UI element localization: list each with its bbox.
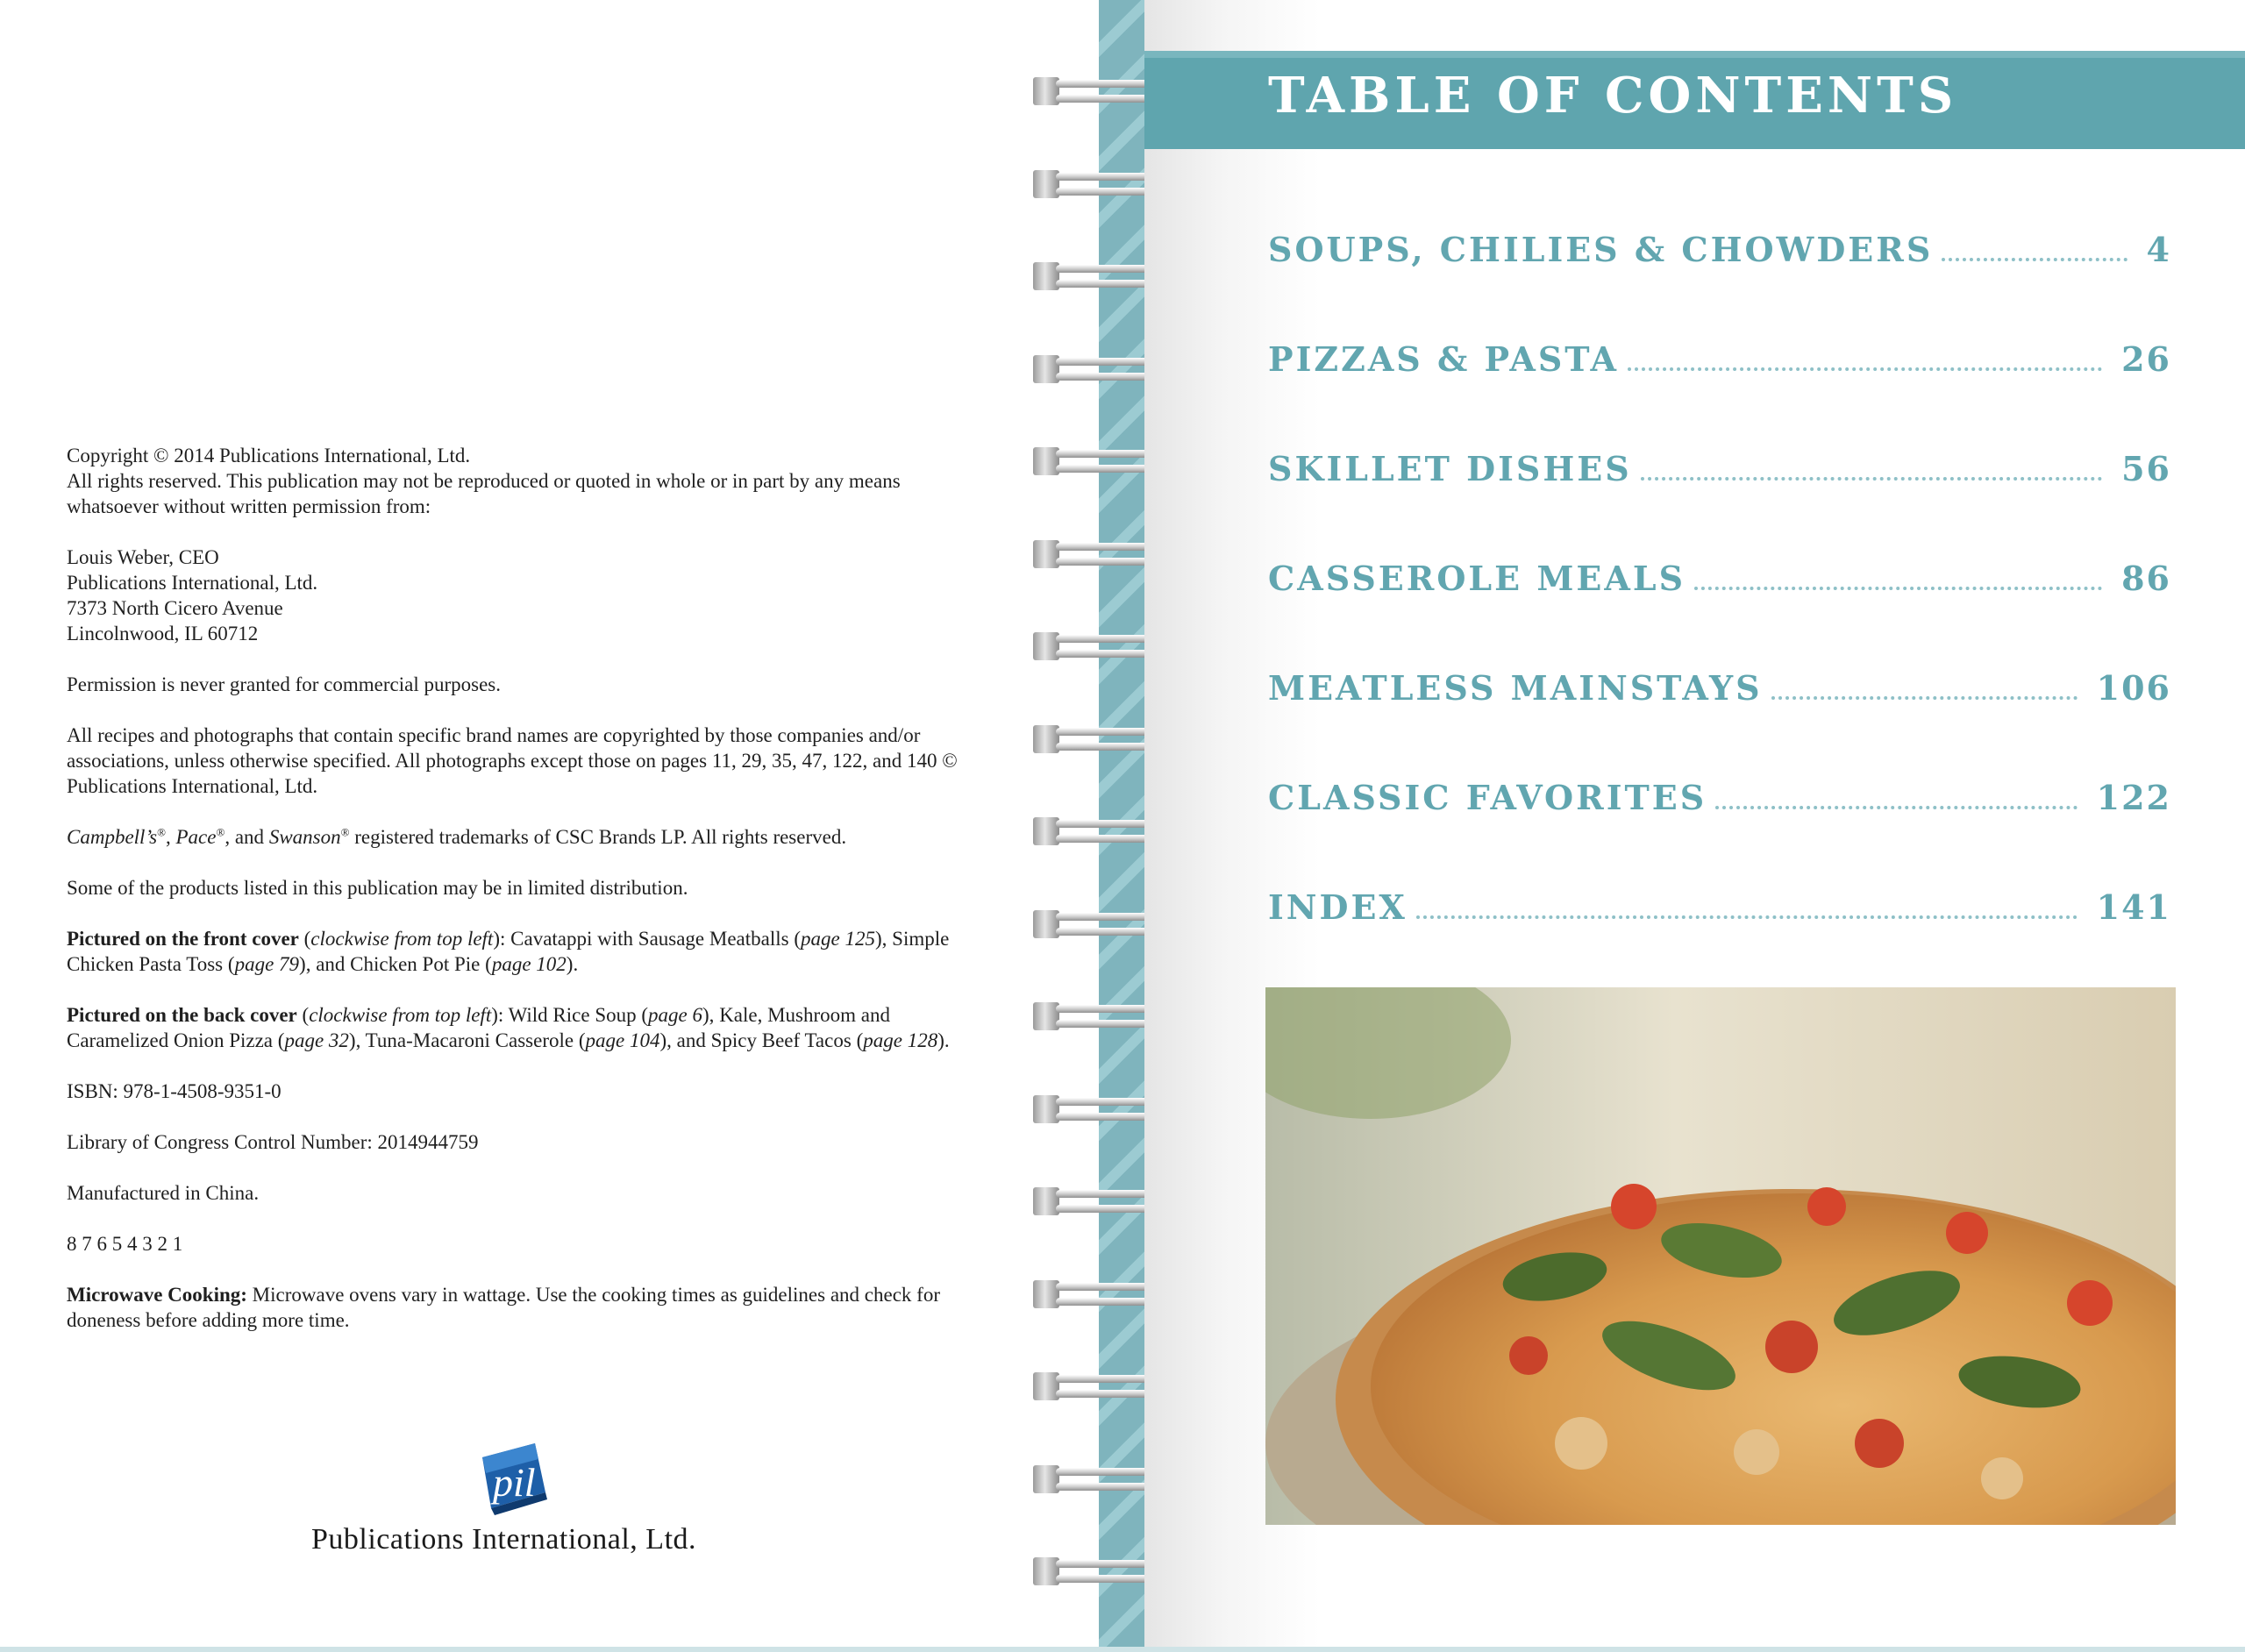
rights-line: All rights reserved. This publication may not be reproduced or quoted in whole or in part by any means whatsoever without written permission from:: [67, 470, 901, 517]
brand-pace: Pace: [175, 826, 217, 848]
back-cover-label: Pictured on the back cover: [67, 1004, 297, 1026]
recipes-notice: All recipes and photographs that contain specific brand names are copyrighted by those companies and/or associations, unless otherwise specified. All photographs except those on pages 11, 29, 35, 47, 122, and 140 © Publications International, Ltd.: [67, 724, 958, 797]
ring-post: [1033, 725, 1059, 753]
toc-item-index[interactable]: [1268, 887, 2171, 940]
address-line: Louis Weber, CEO: [67, 546, 219, 568]
copyright-block: [67, 443, 987, 1358]
toc-leader-dots: [1771, 696, 2078, 700]
ring-post: [1033, 170, 1059, 198]
toc-item-label: PIZZAS & PASTA: [1268, 339, 1619, 379]
publisher-logo: [474, 1438, 552, 1517]
toc-item-label: CASSEROLE MEALS: [1268, 559, 1686, 598]
toc-item-page: 141: [2096, 887, 2171, 927]
toc-item-label: SOUPS, CHILIES & CHOWDERS: [1268, 230, 1934, 269]
brand-campbells: Campbell’s: [67, 826, 158, 848]
isbn: ISBN: 978-1-4508-9351-0: [67, 1080, 282, 1102]
toc-leader-dots: [1628, 367, 2102, 371]
publisher-name: Publications International, Ltd.: [311, 1523, 697, 1556]
toc-leader-dots: [1942, 258, 2127, 261]
toc-item-label: CLASSIC FAVORITES: [1268, 778, 1707, 817]
toc-item-label: SKILLET DISHES: [1268, 449, 1632, 488]
ring-post: [1033, 1280, 1059, 1308]
toc-item-skillet[interactable]: [1268, 449, 2171, 502]
registered-mark: ®: [340, 825, 350, 839]
registered-mark: ®: [157, 825, 166, 839]
ring-post: [1033, 540, 1059, 568]
page-bottom-rule: [0, 1647, 2245, 1652]
ring-post: [1033, 355, 1059, 383]
toc-leader-dots: [1715, 806, 2078, 809]
toc-item-page: 4: [2146, 230, 2171, 269]
toc-item-page: 56: [2121, 449, 2171, 488]
toc-leader-dots: [1416, 915, 2078, 919]
address-line: Lincolnwood, IL 60712: [67, 623, 259, 644]
toc-item-label: INDEX: [1268, 887, 1408, 927]
toc-leader-dots: [1694, 587, 2102, 590]
toc-item-soups[interactable]: [1268, 230, 2171, 282]
ring-post: [1033, 910, 1059, 938]
back-cover-notice: Pictured on the back cover (clockwise from top left): Wild Rice Soup (page 6), Kale, Mushroom and Caramelized Onion Pizza (page 32), Tuna-Macaroni Casserole (page 104), and Spicy Beef Tacos (page 128).: [67, 1004, 950, 1051]
microwave-notice: Microwave Cooking: Microwave ovens vary in wattage. Use the cooking times as guidelines and check for doneness before adding more time.: [67, 1284, 940, 1331]
registered-mark: ®: [216, 825, 225, 839]
ring-post: [1033, 1095, 1059, 1123]
toc-item-page: 26: [2121, 339, 2171, 379]
library-of-congress-number: Library of Congress Control Number: 2014944759: [67, 1131, 479, 1153]
manufactured-notice: Manufactured in China.: [67, 1182, 260, 1204]
toc-leader-dots: [1641, 477, 2102, 481]
toc-item-classic[interactable]: [1268, 778, 2171, 830]
permission-notice: Permission is never granted for commercial purposes.: [67, 673, 502, 695]
ring-post: [1033, 1465, 1059, 1493]
microwave-label: Microwave Cooking:: [67, 1284, 247, 1306]
front-cover-label: Pictured on the front cover: [67, 928, 299, 950]
toc-item-pizzas[interactable]: [1268, 339, 2171, 392]
address-block: [67, 545, 987, 646]
trademarks-notice: Campbell’s®, Pace®, and Swanson® registered trademarks of CSC Brands LP. All rights reserved.: [67, 825, 847, 848]
address-line: Publications International, Ltd.: [67, 572, 318, 594]
logo-text: pil: [493, 1460, 536, 1505]
toc-item-page: 86: [2121, 559, 2171, 598]
toc-item-casserole[interactable]: [1268, 559, 2171, 611]
brand-swanson: Swanson: [268, 826, 341, 848]
distribution-notice: Some of the products listed in this publication may be in limited distribution.: [67, 877, 688, 899]
toc-item-page: 122: [2096, 778, 2171, 817]
toc-item-page: 106: [2096, 668, 2171, 708]
copyright-line: Copyright © 2014 Publications International, Ltd.: [67, 445, 471, 466]
print-line: 8 7 6 5 4 3 2 1: [67, 1233, 183, 1255]
front-cover-notice: Pictured on the front cover (clockwise from top left): Cavatappi with Sausage Meatballs (page 125), Simple Chicken Pasta Toss (page 79), and Chicken Pot Pie (page 102).: [67, 928, 950, 975]
toc-item-label: MEATLESS MAINSTAYS: [1268, 668, 1763, 708]
toc-item-meatless[interactable]: [1268, 668, 2171, 721]
pizza-photo: [1265, 987, 2176, 1525]
address-line: 7373 North Cicero Avenue: [67, 597, 283, 619]
page-title: TABLE OF CONTENTS: [1268, 67, 1958, 125]
